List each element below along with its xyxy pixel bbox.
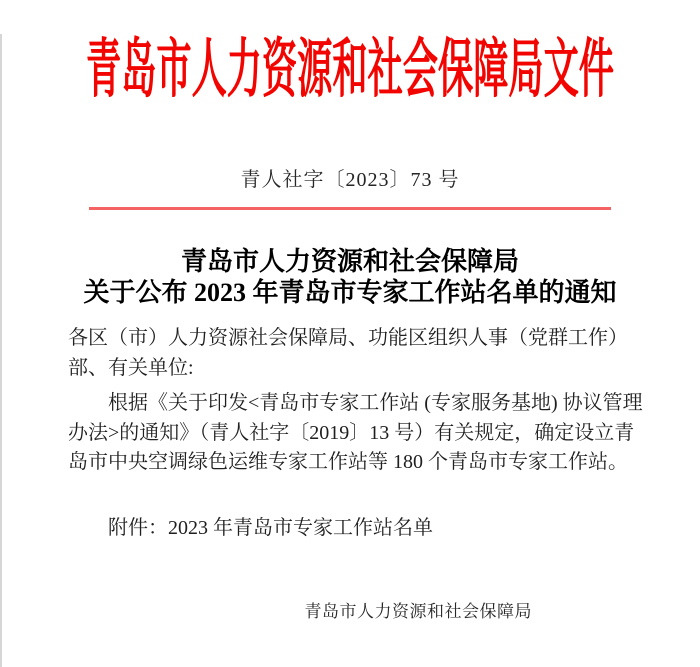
red-separator-line [89,207,611,210]
document-title [0,246,700,308]
letterhead-banner [0,34,700,106]
main-paragraph [68,389,643,478]
salutation [68,324,630,383]
document-body [68,324,643,543]
letterhead-text: 青岛市人力资源和社会保障局文件 [86,34,614,105]
document-number: 青人社字〔2023〕73 号 [240,169,460,191]
main-paragraph-line-1: 根据《关于印发<青岛市专家工作站 (专家服务基地) 协议管理 [108,392,643,414]
attachment-line: 附件：2023 年青岛市专家工作站名单 [108,516,433,539]
main-paragraph-line-2: 办法>的通知》（青人社字〔2019〕13 号）有关规定，确定设立青 [68,421,635,444]
document-title-line-1: 青岛市人力资源和社会保障局 [180,247,519,276]
salutation-line-1: 各区（市）人力资源社会保障局、功能区组织人事（党群工作） [68,327,628,349]
main-paragraph-line-3: 岛市中央空调绿色运维专家工作站等 180 个青岛市专家工作站。 [68,451,628,473]
issuing-authority-signature: 青岛市人力资源和社会保障局 [304,602,532,621]
document-title-line-2: 关于公布 2023 年青岛市专家工作站名单的通知 [83,278,617,307]
salutation-line-2: 部、有关单位: [68,356,194,379]
page-left-edge [0,34,2,667]
